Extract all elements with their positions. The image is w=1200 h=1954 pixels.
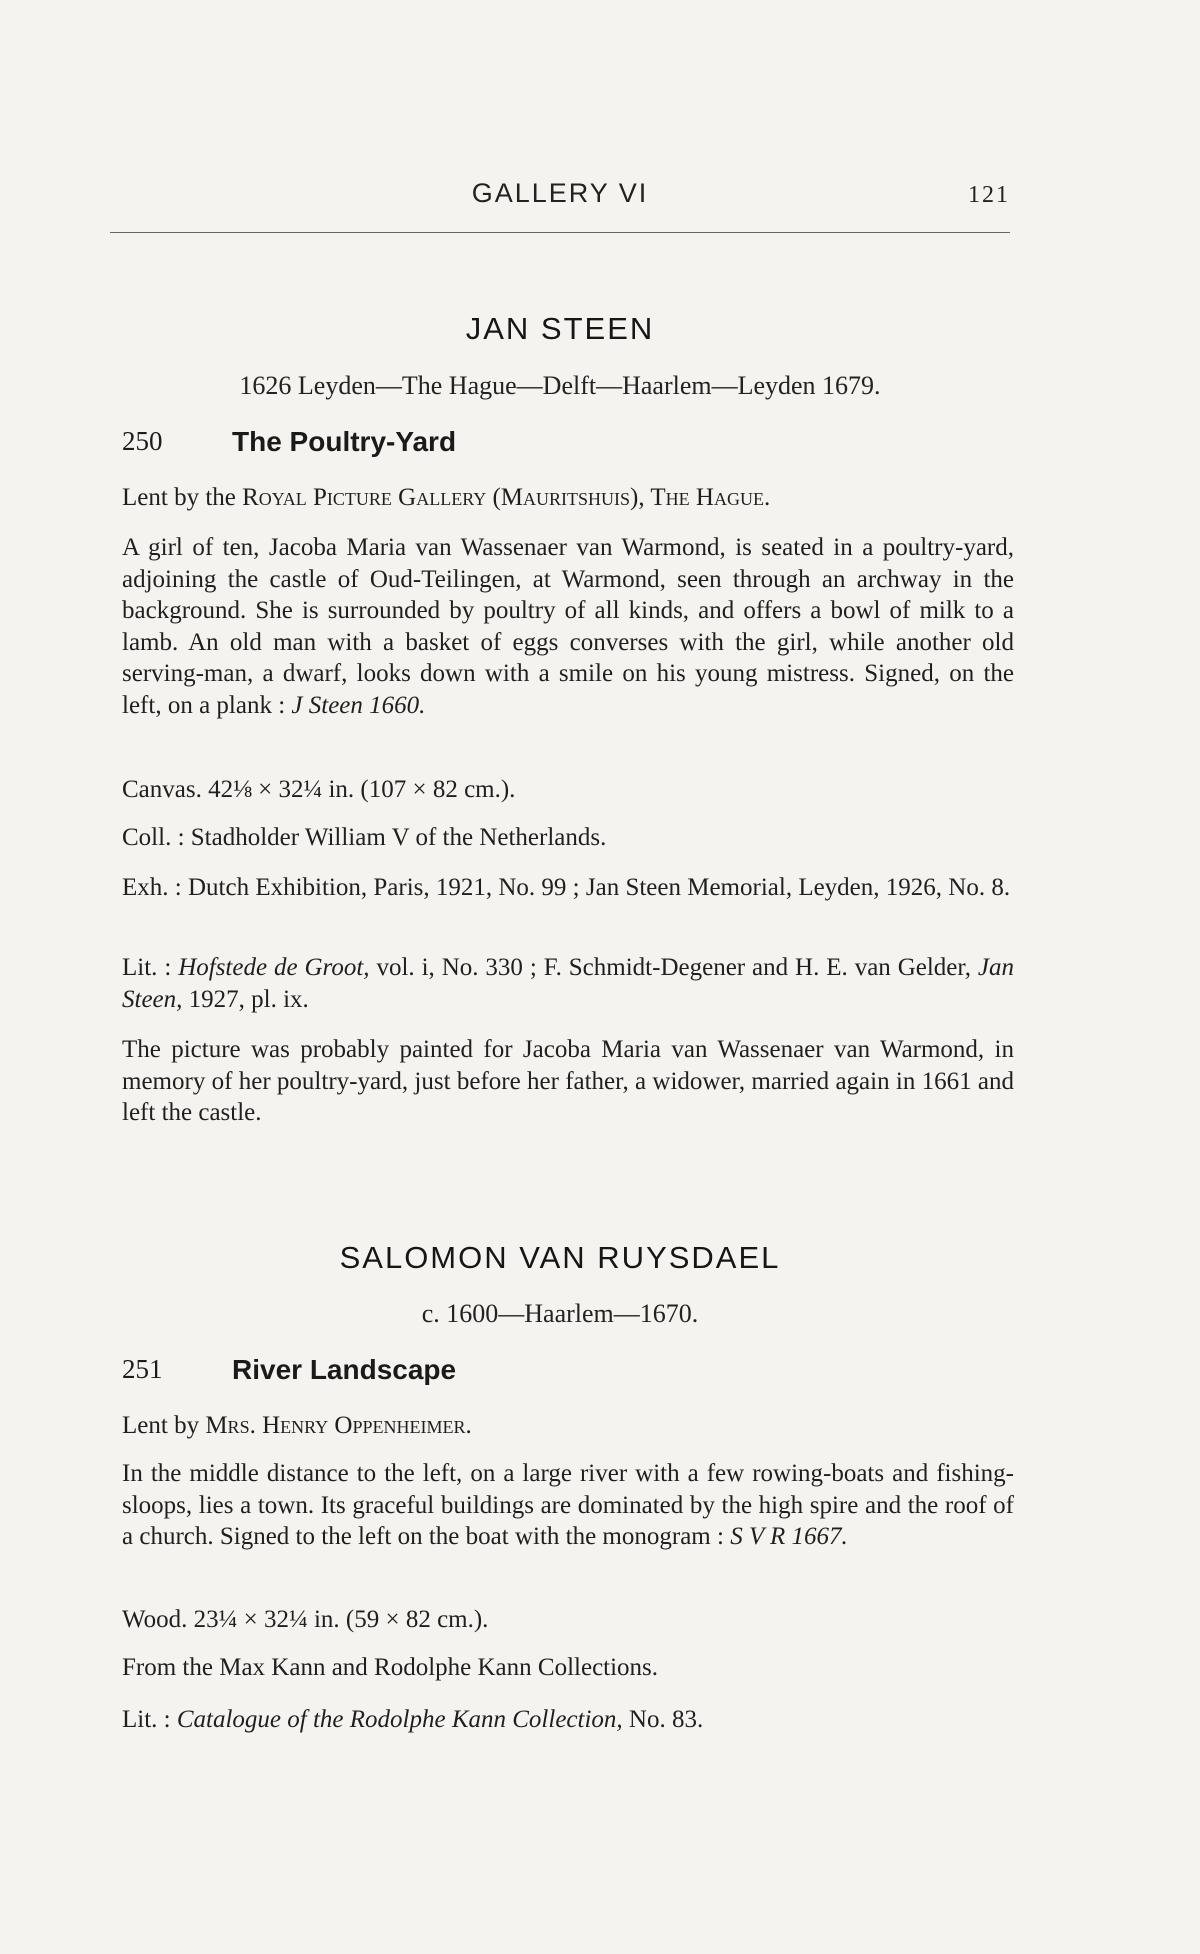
artist-heading: JAN STEEN bbox=[465, 311, 655, 346]
literature-end: No. 83. bbox=[628, 1706, 704, 1733]
medium-line: Canvas. 42⅛ × 32¼ in. (107 × 82 cm.). bbox=[122, 776, 516, 803]
lender-name: Mrs. Henry Oppenheimer. bbox=[205, 1412, 472, 1439]
entry-description bbox=[122, 1458, 1014, 1553]
lender-line bbox=[122, 482, 1014, 514]
artist-dates: c. 1600—Haarlem—1670. bbox=[421, 1299, 699, 1328]
literature-line bbox=[122, 1704, 1014, 1736]
artist-heading: SALOMON VAN RUYSDAEL bbox=[339, 1240, 781, 1275]
header-rule bbox=[110, 232, 1010, 233]
literature-prefix: Lit. : bbox=[122, 1706, 171, 1733]
literature-line bbox=[122, 952, 1014, 1015]
signature: S V R 1667. bbox=[730, 1523, 848, 1550]
entry-note: The picture was probably painted for Jacoba Maria van Wassenaer van Warmond, in memory of her poultry-yard, just before her father, a widower, married again in 1661 and left the castle. bbox=[122, 1036, 1014, 1126]
exhibition-line: Exh. : Dutch Exhibition, Paris, 1921, No. 99 ; Jan Steen Memorial, Leyden, 1926, No. 8. bbox=[122, 874, 1011, 901]
entry-description bbox=[122, 532, 1014, 721]
medium-line: Wood. 23¼ × 32¼ in. (59 × 82 cm.). bbox=[122, 1606, 489, 1633]
literature-prefix: Lit. : bbox=[122, 954, 172, 981]
literature-work: Catalogue of the Rodolphe Kann Collection, bbox=[176, 1706, 623, 1733]
artist-dates: 1626 Leyden—The Hague—Delft—Haarlem—Leyden 1679. bbox=[239, 371, 881, 400]
running-head bbox=[110, 178, 1010, 218]
entry-number: 251 bbox=[122, 1354, 163, 1384]
collection-line: Coll. : Stadholder William V of the Netherlands. bbox=[122, 824, 607, 851]
literature-end: 1927, pl. ix. bbox=[188, 985, 309, 1013]
entry-title: River Landscape bbox=[232, 1354, 457, 1385]
description-text: In the middle distance to the left, on a large river with a few rowing-boats and fishing-sloops, lies a town. Its graceful buildings are dominated by the high spire and the roof of a church. Signed to the left on the boat with the monogram : bbox=[122, 1460, 1014, 1550]
description-text: A girl of ten, Jacoba Maria van Wassenaer van Warmond, is seated in a poultry-yard, adjoining the castle of Oud-Teilingen, at Warmond, seen through an archway in the background. She is surrounded by poultry of all kinds, and offers a bowl of milk to a lamb. An old man with a basket of eggs converses with the girl, while another old serving-man, a dwarf, looks down with a smile on his young mistress. Signed, on the left, on a plank : bbox=[122, 534, 1014, 719]
entry-title: The Poultry-Yard bbox=[232, 426, 457, 457]
lender-line bbox=[122, 1410, 1014, 1442]
literature-work: Jan Steen, bbox=[122, 954, 1015, 1013]
entry-heading bbox=[122, 426, 1002, 462]
literature-author: Hofstede de Groot, bbox=[178, 954, 370, 981]
lender-prefix: Lent by bbox=[122, 1412, 200, 1439]
provenance-line: From the Max Kann and Rodolphe Kann Collections. bbox=[122, 1654, 659, 1681]
page-number: 121 bbox=[968, 182, 1010, 208]
gallery-title: GALLERY VI bbox=[471, 178, 649, 208]
entry-heading bbox=[122, 1354, 1002, 1390]
entry-number: 250 bbox=[122, 426, 163, 456]
literature-mid: vol. i, No. 330 ; F. Schmidt-Degener and H. E. van Gelder, bbox=[376, 954, 971, 981]
lender-name: Royal Picture Gallery (Mauritshuis), The Hague. bbox=[242, 484, 771, 511]
signature: J Steen 1660. bbox=[291, 691, 426, 719]
lender-prefix: Lent by the bbox=[122, 484, 236, 511]
